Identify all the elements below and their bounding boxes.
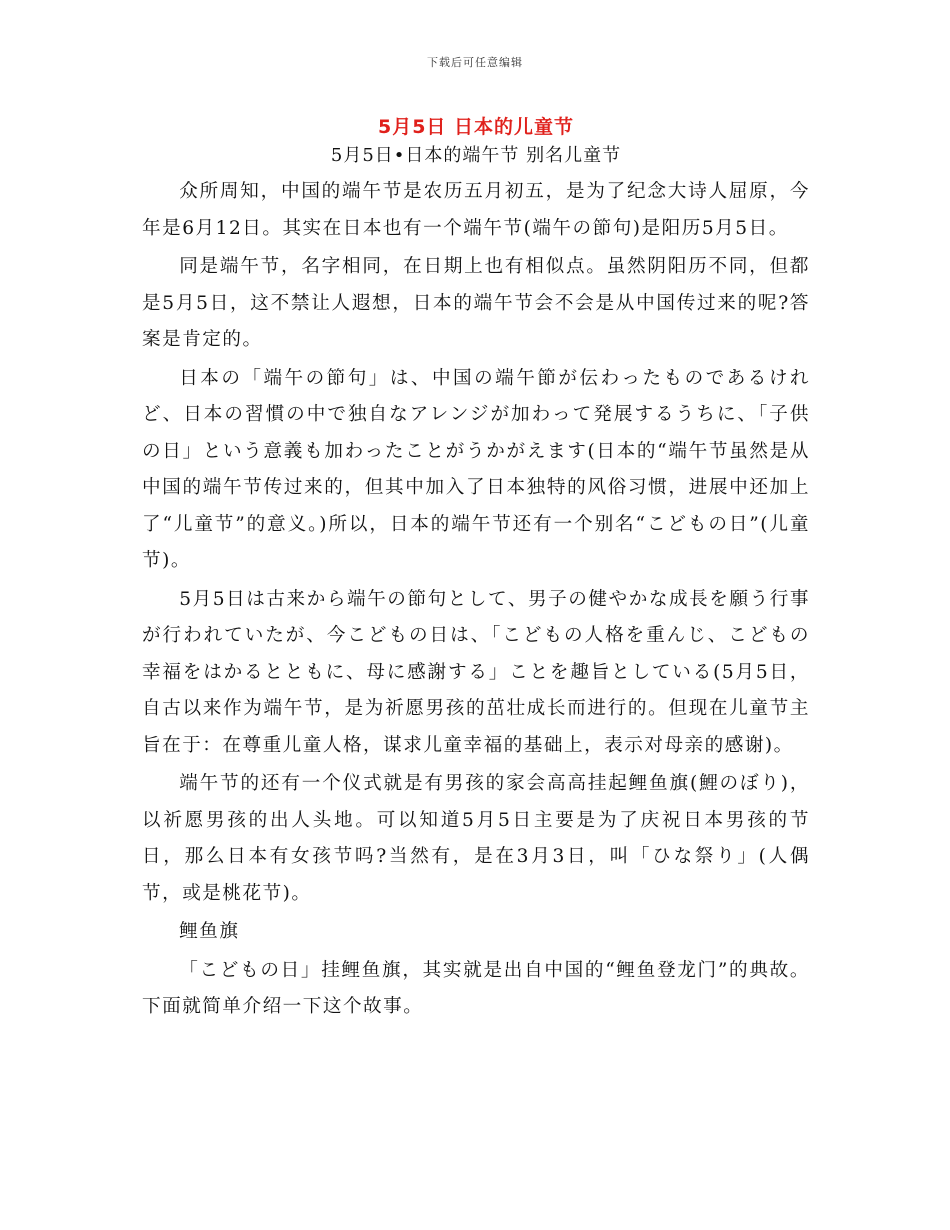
running-header: 下载后可任意编辑 [427,56,523,69]
document-body [142,112,810,1028]
paragraph-carp-legend: 「こどもの日」挂鲤鱼旗，其实就是出自中国的“鲤鱼登龙门”的典故。下面就简单介绍一下这个故事。 [142,959,810,1017]
paragraph-same-date: 同是端午节，名字相同，在日期上也有相似点。虽然阴阳历不同，但都是5月5日，这不禁让人遐想，日本的端午节会不会是从中国传过来的呢?答案是肯定的。 [142,256,810,350]
paragraph-japanese-origin: 日本の「端午の節句」は、中国の端午節が伝わったものであるけれど、日本の習慣の中で独自なアレンジが加わって発展するうちに、「子供の日」という意義も加わったことがうかがえます(日本的“端午节虽然是从中国的端午节传过来的，但其中加入了日本独特的风俗习惯，进展中还加上了“儿童节”的意义。)所以，日本的端午节还有一个别名“こどもの日”(儿童节)。 [142,367,810,571]
section-heading-carp-flag: 鲤鱼旗 [179,921,240,942]
document-subtitle: 5月5日•日本的端午节 别名儿童节 [330,145,622,166]
document-title: 5月5日 日本的儿童节 [377,116,575,138]
paragraph-childrens-day: 5月5日は古来から端午の節句として、男子の健やかな成長を願う行事が行われていたが、今こどもの日は、「こどもの人格を重んじ、こどもの幸福をはかるとともに、母に感謝する」ことを趣旨としている(5月5日，自古以来作为端午节，是为祈愿男孩的茁壮成长而进行的。但现在儿童节主旨在于：在尊重儿童人格，谋求儿童幸福的基础上，表示对母亲的感谢)。 [142,588,810,756]
paragraph-carp-flags: 端午节的还有一个仪式就是有男孩的家会高高挂起鲤鱼旗(鯉のぼり)，以祈愿男孩的出人头地。可以知道5月5日主要是为了庆祝日本男孩的节日，那么日本有女孩节吗?当然有，是在3月3日，叫「ひな祭り」(人偶节，或是桃花节)。 [142,773,810,904]
paragraph-intro: 众所周知，中国的端午节是农历五月初五，是为了纪念大诗人屈原，今年是6月12日。其实在日本也有一个端午节(端午の節句)是阳历5月5日。 [142,181,810,239]
